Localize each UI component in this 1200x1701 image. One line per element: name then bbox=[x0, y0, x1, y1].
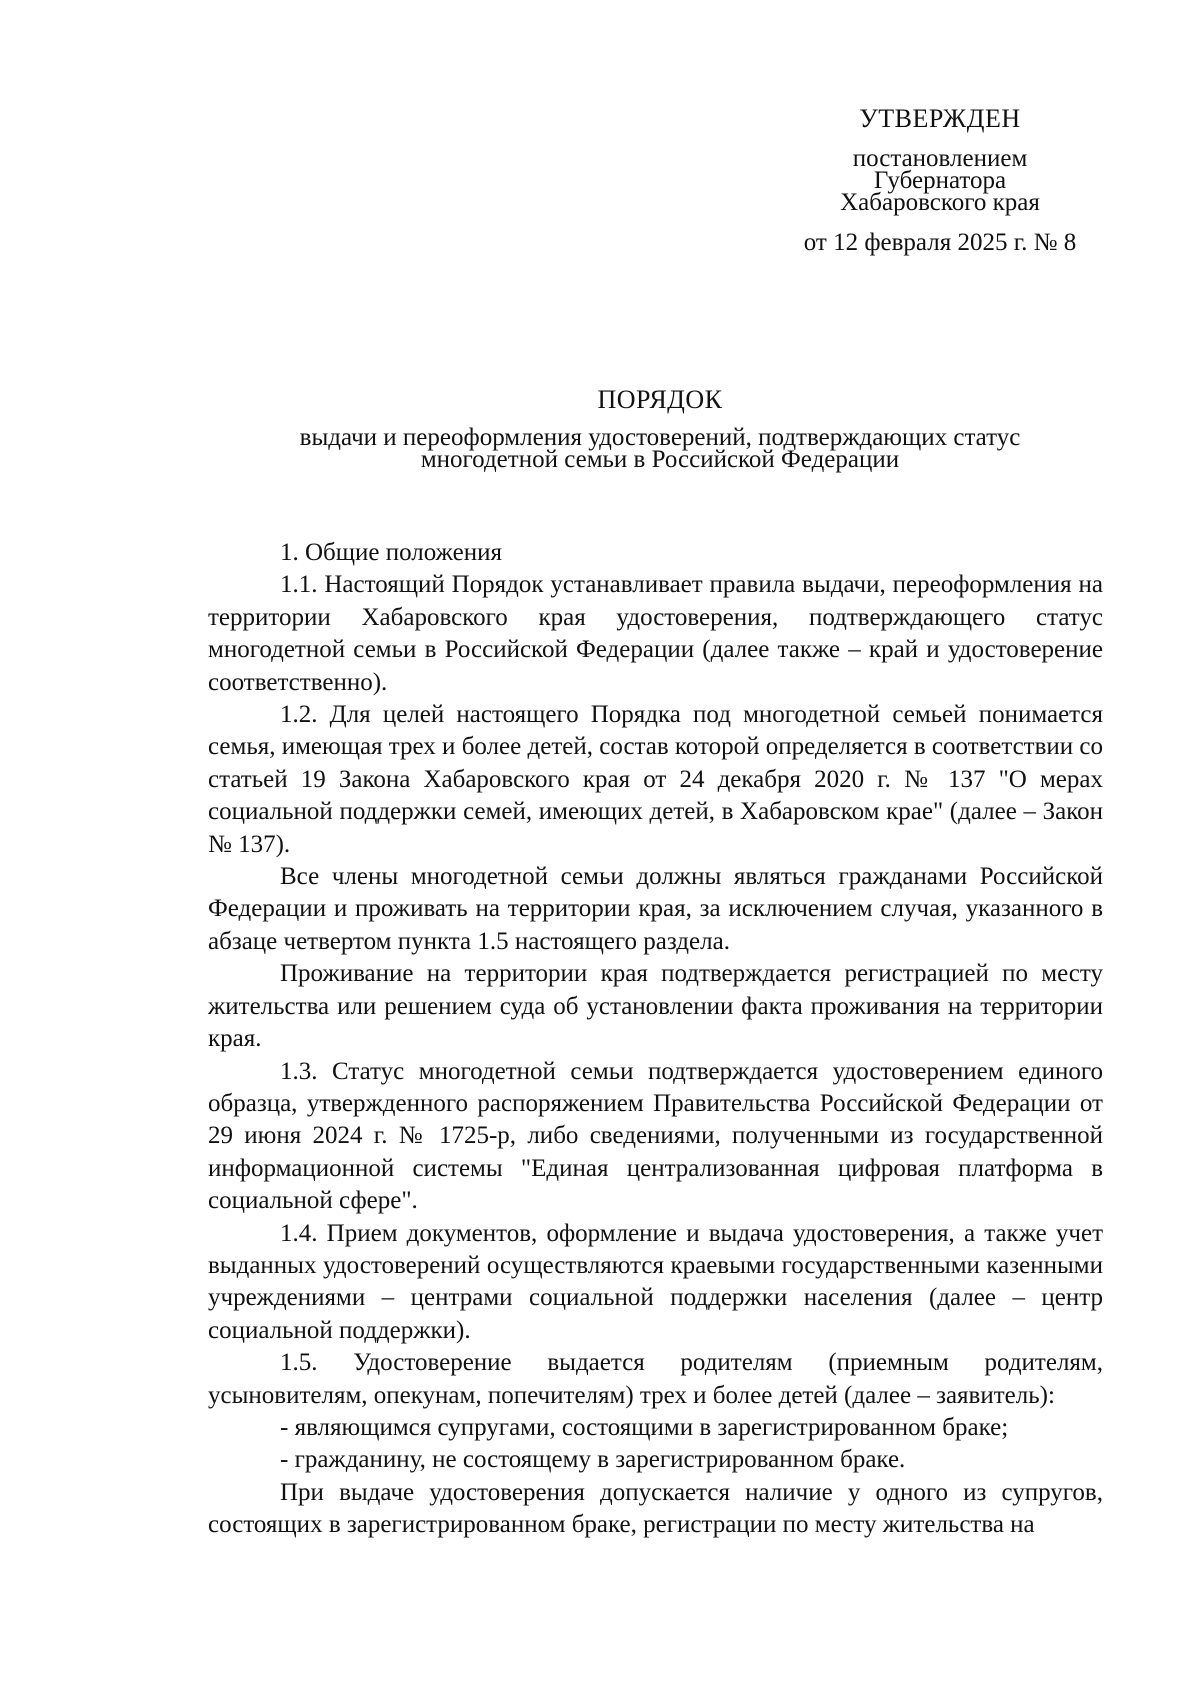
paragraph: 1.3. Статус многодетной семьи подтверждается удостоверением единого образца, утвержденного распоряжением Правительства Российской Федерации от 29 июня 2024 г. № 1725-р, либо сведениями, полученными из государственной информационной системы "Единая централизованная цифровая платформа в социальной сфере". bbox=[208, 1057, 1103, 1215]
paragraph: 1.4. Прием документов, оформление и выдача удостоверения, а также учет выданных удостоверений осуществляются краевыми государственными казенными учреждениями – центрами социальной поддержки населения (далее – центр социальной поддержки). bbox=[208, 1219, 1103, 1344]
approval-line-1: постановлением bbox=[852, 145, 1028, 172]
document-subtitle-line-1: выдачи и переоформления удостоверений, подтверждающих статус bbox=[299, 424, 1021, 451]
approval-line-2: Губернатора bbox=[873, 167, 1007, 194]
approval-line-3: Хабаровского края bbox=[840, 189, 1040, 216]
section-title: 1. Общие положения bbox=[280, 539, 502, 566]
paragraph: 1.2. Для целей настоящего Порядка под многодетной семьей понимается семья, имеющая трех и более детей, состав которой определяется в соответствии со статьей 19 Закона Хабаровского края от 24 декабря 2020 г. № 137 "О мерах социальной поддержки семей, имеющих детей, в Хабаровском крае" (далее – Закон № 137). bbox=[208, 701, 1103, 858]
paragraph: Все члены многодетной семьи должны являться гражданами Российской Федерации и проживать на территории края, за исключением случая, указанного в абзаце четвертом пункта 1.5 настоящего раздела. bbox=[208, 863, 1103, 955]
list-item: - гражданину, не состоящему в зарегистрированном браке. bbox=[280, 1446, 906, 1474]
document-body bbox=[208, 537, 1103, 1542]
paragraph: 1.1. Настоящий Порядок устанавливает правила выдачи, переоформления на территории Хабаровского края удостоверения, подтверждающего статус многодетной семьи в Российской Федерации (далее также – край и удостоверение соответственно). bbox=[208, 571, 1103, 696]
list-item: - являющимся супругами, состоящими в зарегистрированном браке; bbox=[280, 1413, 1009, 1441]
paragraph: Проживание на территории края подтверждается регистрацией по месту жительства или решением суда об установлении факта проживания на территории края. bbox=[208, 960, 1103, 1053]
paragraph: При выдаче удостоверения допускается наличие у одного из супругов, состоящих в зарегистрированном браке, регистрации по месту жительства на bbox=[208, 1478, 1103, 1539]
document-heading bbox=[210, 385, 1110, 471]
document-subtitle-line-2: многодетной семьи в Российской Федерации bbox=[420, 446, 900, 473]
approval-title: УТВЕРЖДЕН bbox=[859, 104, 1021, 133]
document-title: ПОРЯДОК bbox=[597, 385, 723, 414]
paragraph: 1.5. Удостоверение выдается родителям (приемным родителям, усыновителям, опекунам, попечителям) трех и более детей (далее – заявитель): bbox=[208, 1349, 1103, 1409]
approval-date: от 12 февраля 2025 г. № 8 bbox=[803, 229, 1077, 256]
approval-block bbox=[780, 104, 1100, 258]
